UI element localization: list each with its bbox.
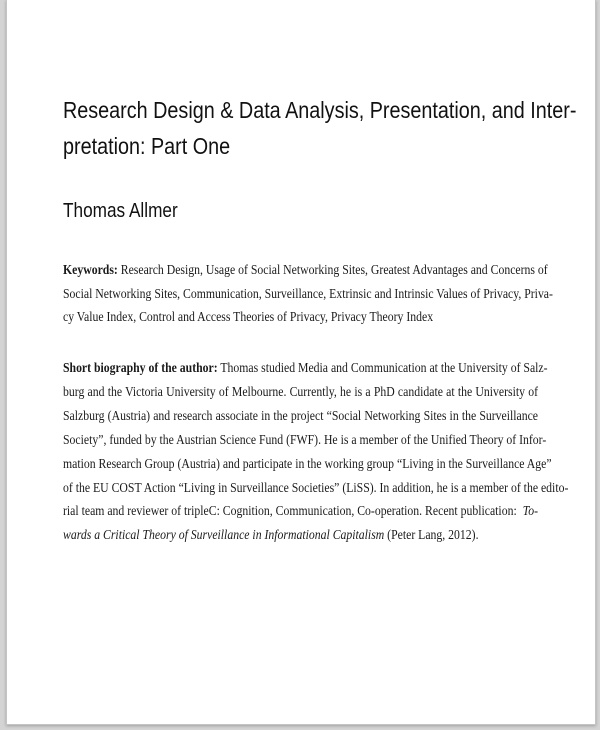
biography-line — [63, 356, 548, 380]
biography-text: (Peter Lang, 2012). — [384, 527, 479, 543]
biography-text: Thomas studied Media and Communication at the University of Salz- — [217, 360, 548, 375]
keywords-paragraph — [63, 258, 553, 329]
title-line: Research Design & Data Analysis, Presentation, and Inter- — [63, 97, 577, 123]
biography-text: rial team and reviewer of tripleC: Cognition, Communication, Co-operation. Recent publication: — [63, 503, 520, 519]
document-page — [6, 0, 596, 725]
publication-title: wards a Critical Theory of Surveillance in Informational Capitalism — [63, 527, 385, 543]
keywords-text: Research Design, Usage of Social Networking Sites, Greatest Advantages and Concerns of — [117, 262, 548, 277]
keywords-line: Social Networking Sites, Communication, Surveillance, Extrinsic and Intrinsic Values of Privacy, Priva- — [63, 285, 553, 301]
biography-line — [63, 523, 538, 547]
biography-line: Society”, funded by the Austrian Science Fund (FWF). He is a member of the Unified Theory of Infor- — [63, 431, 547, 447]
biography-line: of the EU COST Action “Living in Surveillance Societies” (LiSS). In addition, he is a member of the edito- — [63, 479, 569, 495]
biography-line: burg and the Victoria University of Melbourne. Currently, he is a PhD candidate at the University of — [63, 383, 539, 399]
biography-paragraph — [63, 356, 569, 547]
keywords-line — [63, 258, 548, 282]
title-line: pretation: Part One — [63, 133, 231, 159]
biography-line: Salzburg (Austria) and research associate in the project “Social Networking Sites in the Surveillance — [63, 407, 539, 423]
document-title — [63, 92, 577, 164]
biography-label: Short biography of the author: — [63, 360, 218, 375]
keywords-line: cy Value Index, Control and Access Theories of Privacy, Privacy Theory Index — [63, 309, 434, 325]
keywords-label: Keywords: — [63, 262, 118, 277]
author-name: Thomas Allmer — [63, 200, 178, 222]
biography-line — [63, 499, 538, 523]
biography-line: mation Research Group (Austria) and participate in the working group “Living in the Surveillance Age” — [63, 455, 552, 471]
publication-title: To- — [522, 503, 539, 519]
